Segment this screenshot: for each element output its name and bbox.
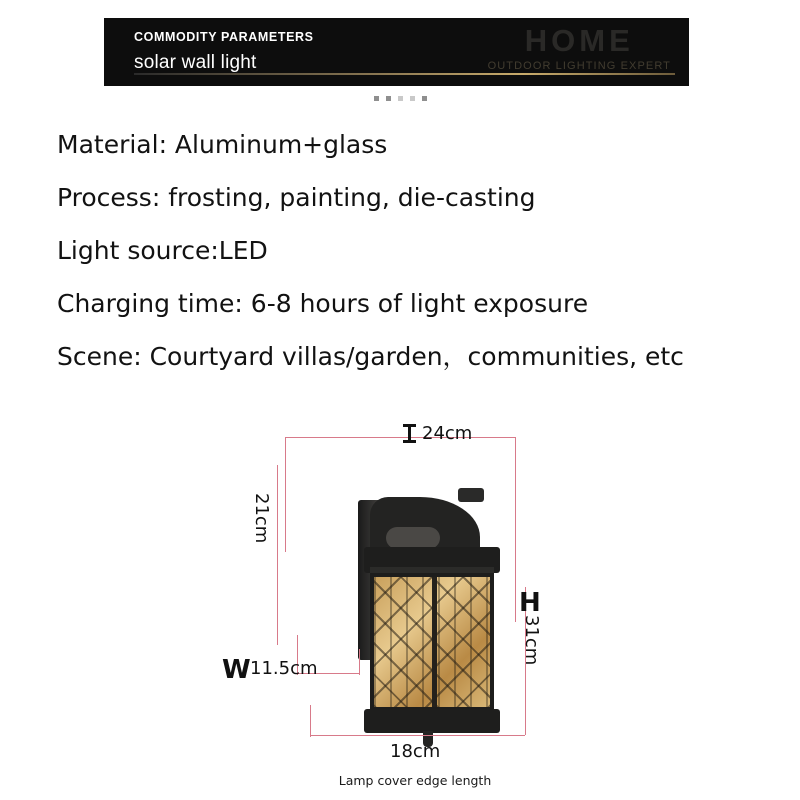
brand-tagline: OUTDOOR LIGHTING EXPERT bbox=[487, 60, 671, 72]
label-right-dimension: 31cm bbox=[521, 615, 542, 666]
carousel-dot[interactable] bbox=[422, 96, 427, 101]
label-bottom-dimension: 18cm bbox=[390, 741, 441, 762]
label-width-dimension: 11.5cm bbox=[250, 658, 318, 679]
carousel-dot[interactable] bbox=[398, 96, 403, 101]
label-left-dimension: 21cm bbox=[251, 493, 272, 544]
marker-height: H bbox=[519, 588, 541, 618]
brand-name: HOME bbox=[524, 23, 634, 58]
spec-material: Material: Aluminum+glass bbox=[57, 130, 388, 159]
lamp-arm-knob bbox=[386, 527, 440, 549]
dimension-diagram bbox=[222, 405, 605, 795]
carousel-dot[interactable] bbox=[410, 96, 415, 101]
banner-divider bbox=[134, 73, 675, 75]
lamp-arm-cap bbox=[458, 488, 484, 502]
brand-watermark bbox=[488, 24, 671, 72]
specification-list bbox=[57, 118, 757, 383]
spec-charging-time: Charging time: 6-8 hours of light exposure bbox=[57, 289, 589, 318]
lamp-top-housing bbox=[364, 547, 500, 573]
marker-bar-top-cap2 bbox=[403, 440, 416, 443]
banner-text-group bbox=[134, 30, 314, 74]
dimension-tick-top-right bbox=[515, 437, 516, 622]
spec-process: Process: frosting, painting, die-casting bbox=[57, 183, 536, 212]
dimension-tick-top-left bbox=[285, 437, 286, 552]
marker-bar-top-cap bbox=[403, 424, 416, 427]
dimension-tick-width-right bbox=[359, 649, 360, 675]
lamp-glass-shade bbox=[370, 573, 494, 711]
banner-kicker: COMMODITY PARAMETERS bbox=[134, 30, 314, 44]
dimension-line-bottom bbox=[310, 735, 525, 736]
lamp-illustration bbox=[290, 455, 460, 745]
diagram-caption: Lamp cover edge length bbox=[338, 773, 492, 788]
spec-light-source: Light source:LED bbox=[57, 236, 268, 265]
lamp-mullion bbox=[432, 577, 437, 707]
dimension-line-left bbox=[277, 465, 278, 645]
lamp-bottom-housing bbox=[364, 709, 500, 733]
dimension-tick-bottom-left bbox=[310, 705, 311, 737]
dimension-line-top bbox=[285, 437, 515, 438]
marker-width: W bbox=[222, 655, 251, 685]
carousel-dot[interactable] bbox=[386, 96, 391, 101]
banner-title: solar wall light bbox=[134, 52, 257, 73]
carousel-dot[interactable] bbox=[374, 96, 379, 101]
header-banner bbox=[104, 18, 689, 86]
label-top-dimension: 24cm bbox=[422, 423, 473, 444]
carousel-dots[interactable] bbox=[0, 96, 800, 101]
spec-scene: Scene: Courtyard villas/garden，communities, etc bbox=[57, 342, 684, 371]
